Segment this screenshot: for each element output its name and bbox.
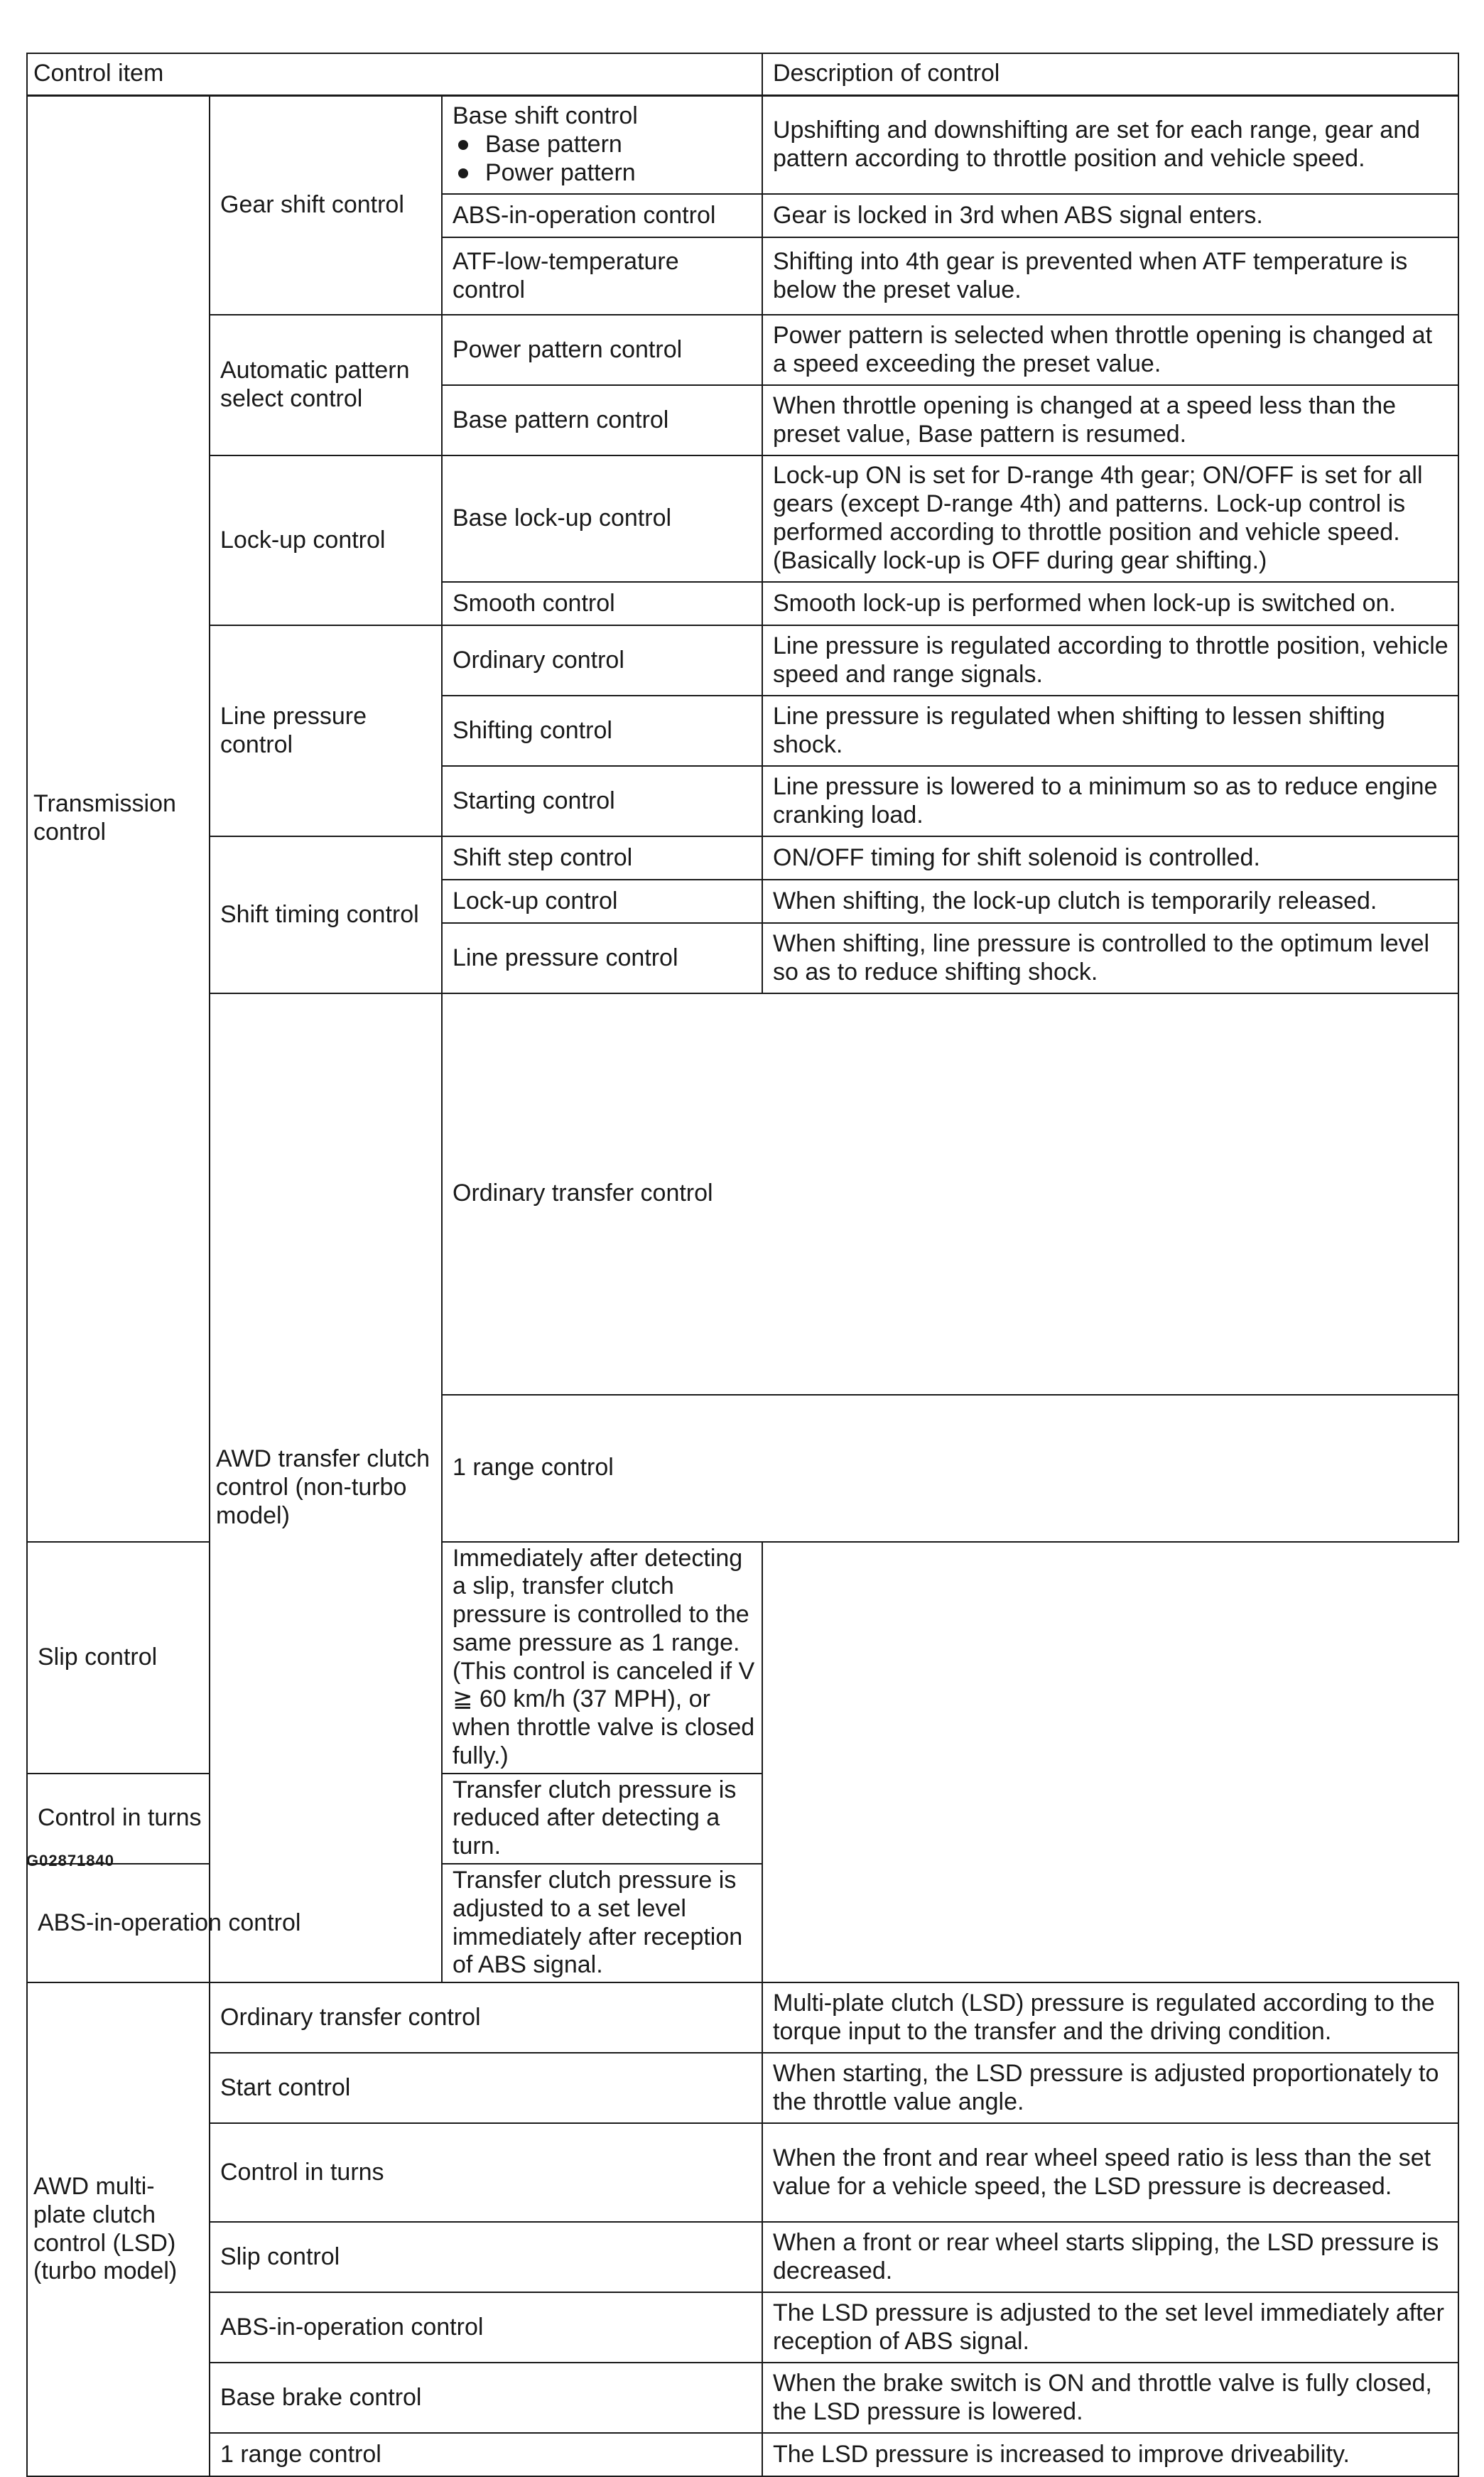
control-item-cell: Start control <box>210 2053 762 2123</box>
description-cell: Shifting into 4th gear is prevented when ATF temperature is below the preset value. <box>762 237 1458 315</box>
control-item-cell: 1 range control <box>442 1395 1458 1542</box>
item-label: Base shift control <box>453 102 638 130</box>
group-shift-timing: Shift timing control <box>210 836 442 993</box>
description-cell: When shifting, the lock-up clutch is temporarily released. <box>762 880 1458 923</box>
item-base-pattern: Base pattern control <box>442 385 762 455</box>
bullet-item: Power pattern <box>453 159 756 188</box>
table-row <box>27 836 1458 880</box>
item-starting: Starting control <box>442 766 762 836</box>
group-line-pressure: Line pressure control <box>210 625 442 836</box>
category-transmission: Transmission control <box>27 95 210 1542</box>
table-row <box>27 2123 1458 2222</box>
pattern-bullet-list <box>453 131 756 188</box>
group-lockup: Lock-up control <box>210 455 442 625</box>
item-line-timing: Line pressure control <box>442 923 762 993</box>
control-table <box>26 53 1459 2477</box>
item-power-pattern: Power pattern control <box>442 315 762 385</box>
description-cell: Gear is locked in 3rd when ABS signal enters. <box>762 194 1458 237</box>
table-row <box>27 315 1458 385</box>
control-item-cell: Ordinary transfer control <box>210 1982 762 2053</box>
description-cell: Line pressure is regulated according to throttle position, vehicle speed and range signals. <box>762 625 1458 696</box>
table-row <box>27 2363 1458 2433</box>
table-row <box>27 2292 1458 2363</box>
description-cell: Power pattern is selected when throttle opening is changed at a speed exceeding the preset value. <box>762 315 1458 385</box>
item-base-lockup: Base lock-up control <box>442 455 762 582</box>
control-item-cell: ABS-in-operation control <box>210 2292 762 2363</box>
item-abs: ABS-in-operation control <box>442 194 762 237</box>
item-shifting: Shifting control <box>442 696 762 766</box>
table-row <box>27 1982 1458 2053</box>
control-item-cell: Control in turns <box>210 2123 762 2222</box>
item-atf: ATF-low-temperature control <box>442 237 762 315</box>
table-row <box>27 993 1458 1395</box>
item-smooth: Smooth control <box>442 582 762 625</box>
description-cell: When starting, the LSD pressure is adjusted proportionately to the throttle value angle. <box>762 2053 1458 2123</box>
item-shift-step: Shift step control <box>442 836 762 880</box>
group-gear-shift: Gear shift control <box>210 95 442 315</box>
description-cell: Immediately after detecting a slip, transfer clutch pressure is controlled to the same pressure as 1 range. (This control is canceled if V ≧ 60 km/h (37 MPH), or when throttle valve is closed fully.) <box>442 1542 762 1774</box>
header-control-item: Control item <box>27 53 762 95</box>
description-cell: The LSD pressure is adjusted to the set level immediately after reception of ABS signal. <box>762 2292 1458 2363</box>
control-item-cell: ABS-in-operation control <box>27 1864 442 1982</box>
table-row <box>27 95 1458 194</box>
description-cell: Multi-plate clutch (LSD) pressure is regulated according to the torque input to the transfer and the driving condition. <box>762 1982 1458 2053</box>
table-row <box>27 1774 1458 1864</box>
bullet-item: Base pattern <box>453 131 756 159</box>
category-awd-lsd: AWD multi-plate clutch control (LSD) (turbo model) <box>27 1982 210 2476</box>
control-item-cell: Control in turns <box>27 1774 442 1864</box>
description-cell: Lock-up ON is set for D-range 4th gear; ON/OFF is set for all gears (except D-range 4th) and patterns. Lock-up control is performed according to throttle position and vehicle speed. (Basically lock-up is OFF during gear shifting.) <box>762 455 1458 582</box>
description-cell: Line pressure is lowered to a minimum so as to reduce engine cranking load. <box>762 766 1458 836</box>
table-row <box>27 1542 1458 1774</box>
table-row <box>27 625 1458 696</box>
table-row <box>27 2222 1458 2292</box>
item-ordinary: Ordinary control <box>442 625 762 696</box>
control-item-cell: Base brake control <box>210 2363 762 2433</box>
control-item-cell: Slip control <box>27 1542 442 1774</box>
description-cell: Transfer clutch pressure is adjusted to a set level immediately after reception of ABS signal. <box>442 1864 762 1982</box>
item-lockup-timing: Lock-up control <box>442 880 762 923</box>
table-header-row <box>27 53 1458 95</box>
table-row <box>27 2053 1458 2123</box>
control-item-cell: Ordinary transfer control <box>442 993 1458 1395</box>
description-cell: When throttle opening is changed at a speed less than the preset value, Base pattern is resumed. <box>762 385 1458 455</box>
item-base-shift <box>442 95 762 194</box>
description-cell: Smooth lock-up is performed when lock-up is switched on. <box>762 582 1458 625</box>
category-awd-transfer: AWD transfer clutch control (non-turbo model) <box>210 993 442 1982</box>
figure-id: G02871840 <box>26 1852 114 1869</box>
table-row <box>27 1864 1458 1982</box>
table-row <box>27 2433 1458 2476</box>
control-item-cell: 1 range control <box>210 2433 762 2476</box>
description-cell: Transfer clutch pressure is reduced after detecting a turn. <box>442 1774 762 1864</box>
header-description: Description of control <box>762 53 1458 95</box>
description-cell: Line pressure is regulated when shifting to lessen shifting shock. <box>762 696 1458 766</box>
description-cell: When the front and rear wheel speed ratio is less than the set value for a vehicle speed, the LSD pressure is decreased. <box>762 2123 1458 2222</box>
description-cell: When a front or rear wheel starts slipping, the LSD pressure is decreased. <box>762 2222 1458 2292</box>
description-cell: When shifting, line pressure is controlled to the optimum level so as to reduce shifting shock. <box>762 923 1458 993</box>
description-cell: Upshifting and downshifting are set for each range, gear and pattern according to throttle position and vehicle speed. <box>762 95 1458 194</box>
group-pattern-select: Automatic pattern select control <box>210 315 442 455</box>
description-cell: When the brake switch is ON and throttle valve is fully closed, the LSD pressure is lowered. <box>762 2363 1458 2433</box>
description-cell: ON/OFF timing for shift solenoid is controlled. <box>762 836 1458 880</box>
table-row <box>27 455 1458 582</box>
description-cell: The LSD pressure is increased to improve driveability. <box>762 2433 1458 2476</box>
control-item-cell: Slip control <box>210 2222 762 2292</box>
